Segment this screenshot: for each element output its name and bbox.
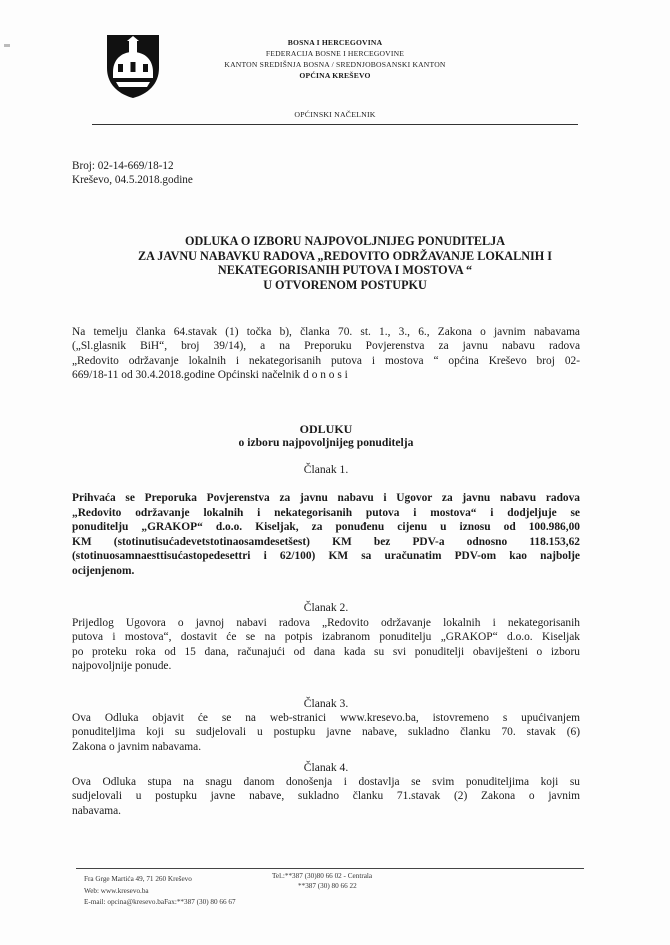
article-line: najpovoljnije ponude. [72, 660, 172, 673]
footer-web: Web: www.kresevo.ba [84, 887, 149, 895]
article-line: Prihvaća se Preporuka Povjerenstva za javnu nabavu i Ugovor za javnu nabavu radova [72, 492, 580, 504]
article-line: KM (stotinutisućadevetstotinaosamdesetšest) KM bez PDV-a odnosno 118.153,62 [72, 535, 580, 548]
article-line: Ova Odluka objavit će se na web-stranici www.kresevo.ba, istovremeno s upućivanjem [72, 712, 580, 724]
article-line: „Redovito održavanje lokalnih i nekategorisanih putova i mostova“ i dodjeljuje se [72, 506, 580, 519]
article-line: ponuditeljima koji su sudjelovali u postupku javne nabave, sukladno članku 70. stavak (6) [72, 726, 580, 739]
article-line: Zakona o javnim nabavama. [72, 740, 202, 753]
header-office: OPĆINSKI NAČELNIK [294, 110, 376, 119]
decision-subheading: o izboru najpovoljnijeg ponuditelja [238, 436, 414, 449]
header-municipality: OPĆINA KREŠEVO [299, 71, 371, 80]
header-divider [92, 124, 578, 125]
intro-line: „Redovito održavanje lokalnih i nekategorisanih putova i mostova “ općina Kreševo broj 02- [72, 354, 580, 367]
article-line: nabavama. [72, 804, 122, 817]
article-1-text [72, 491, 580, 578]
article-line: sudjelovali u postupku javne nabave, sukladno članku 71.stavak (2) Zakona o javnim [72, 790, 580, 803]
footer-divider [76, 868, 584, 869]
reference-number: Broj: 02-14-669/18-12 [72, 160, 174, 172]
footer-email-fax: E-mail: opcina@kresevo.baFax:**387 (30) 80 66 67 [84, 898, 236, 906]
decision-heading: ODLUKU [299, 422, 353, 436]
article-1-label: Članak 1. [303, 463, 349, 476]
footer-telephone-2: **387 (30) 80 66 22 [298, 882, 357, 890]
title-line: U OTVORENOM POSTUPKU [263, 277, 427, 292]
footer-address: Fra Grge Martića 49, 71 260 Kreševo [84, 875, 192, 883]
article-2-text [72, 616, 580, 674]
document-title [60, 234, 630, 292]
intro-line: („Sl.glasnik BiH“, broj 39/14), a na Preporuku Povjerenstva za javnu nabavu radova [72, 340, 580, 353]
header-country: BOSNA I HERCEGOVINA [287, 38, 383, 47]
title-line: ZA JAVNU NABAVKU RADOVA „REDOVITO ODRŽAVANJE LOKALNIH I [137, 248, 553, 263]
place-date: Kreševo, 04.5.2018.godine [72, 174, 193, 186]
scan-mark [4, 44, 10, 47]
article-4-text [72, 775, 580, 818]
article-line: Prijedlog Ugovora o javnoj nabavi radova „Redovito održavanje lokalnih i nekategorisanih [72, 617, 580, 629]
title-line: NEKATEGORISANIH PUTOVA I MOSTOVA “ [217, 263, 473, 278]
footer-telephone: Tel.:**387 (30)80 66 02 - Centrala [272, 872, 373, 880]
article-line: putova i mostova“, dostavit će se na potpis izabranom ponuditelju „GRAKOP“ d.o.o. Kiseljak [72, 631, 580, 644]
article-3-label: Članak 3. [303, 697, 349, 710]
header-federation: FEDERACIJA BOSNE I HERCEGOVINE [265, 49, 405, 58]
article-line: (stotinuosamnaesttisućastopedesettri i 62/100) KM sa uračunatim PDV-om kao najbolje [72, 550, 580, 562]
article-2-label: Članak 2. [303, 601, 349, 614]
article-4-label: Članak 4. [303, 761, 349, 774]
header-canton: KANTON SREDIŠNJA BOSNA / SREDNJOBOSANSKI KANTON [224, 60, 446, 69]
article-line: ponuditelju „GRAKOP“ d.o.o. Kiseljak, za ponuđenu cijenu u iznosu od 100.986,00 [72, 521, 580, 533]
intro-paragraph [72, 325, 580, 383]
article-line: Ova Odluka stupa na snagu danom donošenja i dostavlja se svim ponuditeljima koji su [72, 776, 580, 788]
article-line: po proteku roka od 15 dana, računajući od dana kada su svi ponuditelji obaviješteni o izboru [72, 645, 580, 658]
intro-line: 669/18-11 od 30.4.2018.godine Općinski načelnik d o n o s i [72, 369, 348, 382]
title-line: ODLUKA O IZBORU NAJPOVOLJNIJEG PONUDITELJA [184, 234, 506, 248]
article-line: ocijenjenom. [72, 564, 135, 577]
article-3-text [72, 711, 580, 754]
intro-line: Na temelju članka 64.stavak (1) točka b), članka 70. st. 1., 3., 6., Zakona o javnim nabavama [72, 326, 580, 338]
